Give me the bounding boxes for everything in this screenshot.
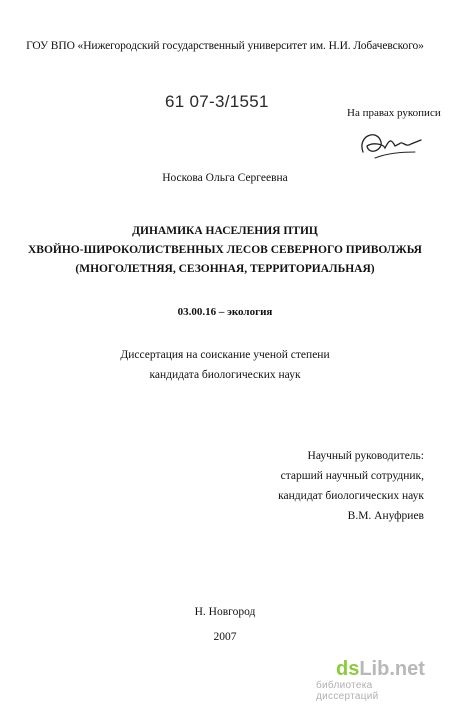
year: 2007 bbox=[213, 631, 237, 643]
supervisor-position: старший научный сотрудник, bbox=[280, 470, 424, 482]
supervisor-block bbox=[278, 446, 424, 526]
rights-note: На правах рукописи bbox=[347, 107, 441, 119]
title-line: ХВОЙНО-ШИРОКОЛИСТВЕННЫХ ЛЕСОВ СЕВЕРНОГО ПРИВОЛЖЬЯ bbox=[28, 244, 422, 256]
watermark-subtitle: библиотека диссертаций bbox=[316, 680, 379, 702]
site-watermark bbox=[316, 658, 436, 702]
title-line: ДИНАМИКА НАСЕЛЕНИЯ ПТИЦ bbox=[132, 225, 318, 237]
dissertation-title bbox=[0, 222, 450, 279]
city: Н. Новгород bbox=[194, 606, 256, 618]
title-line: (МНОГОЛЕТНЯЯ, СЕЗОННАЯ, ТЕРРИТОРИАЛЬНАЯ) bbox=[75, 263, 375, 275]
specialty-code: 03.00.16 – экология bbox=[177, 306, 273, 318]
supervisor-heading: Научный руководитель: bbox=[307, 450, 424, 462]
handwritten-signature bbox=[355, 122, 425, 162]
author-name: Носкова Ольга Сергеевна bbox=[162, 172, 288, 184]
degree-statement bbox=[0, 345, 450, 385]
watermark-brand: dsLib.net bbox=[336, 658, 425, 680]
supervisor-name: В.М. Ануфриев bbox=[347, 510, 424, 522]
degree-line: кандидата биологических наук bbox=[149, 369, 301, 381]
degree-line: Диссертация на соискание ученой степени bbox=[120, 349, 330, 361]
archive-stamp-number: 61 07-3/1551 bbox=[165, 92, 269, 111]
supervisor-degree: кандидат биологических наук bbox=[278, 490, 424, 502]
institution-header: ГОУ ВПО «Нижегородский государственный университет им. Н.И. Лобачевского» bbox=[26, 40, 424, 52]
